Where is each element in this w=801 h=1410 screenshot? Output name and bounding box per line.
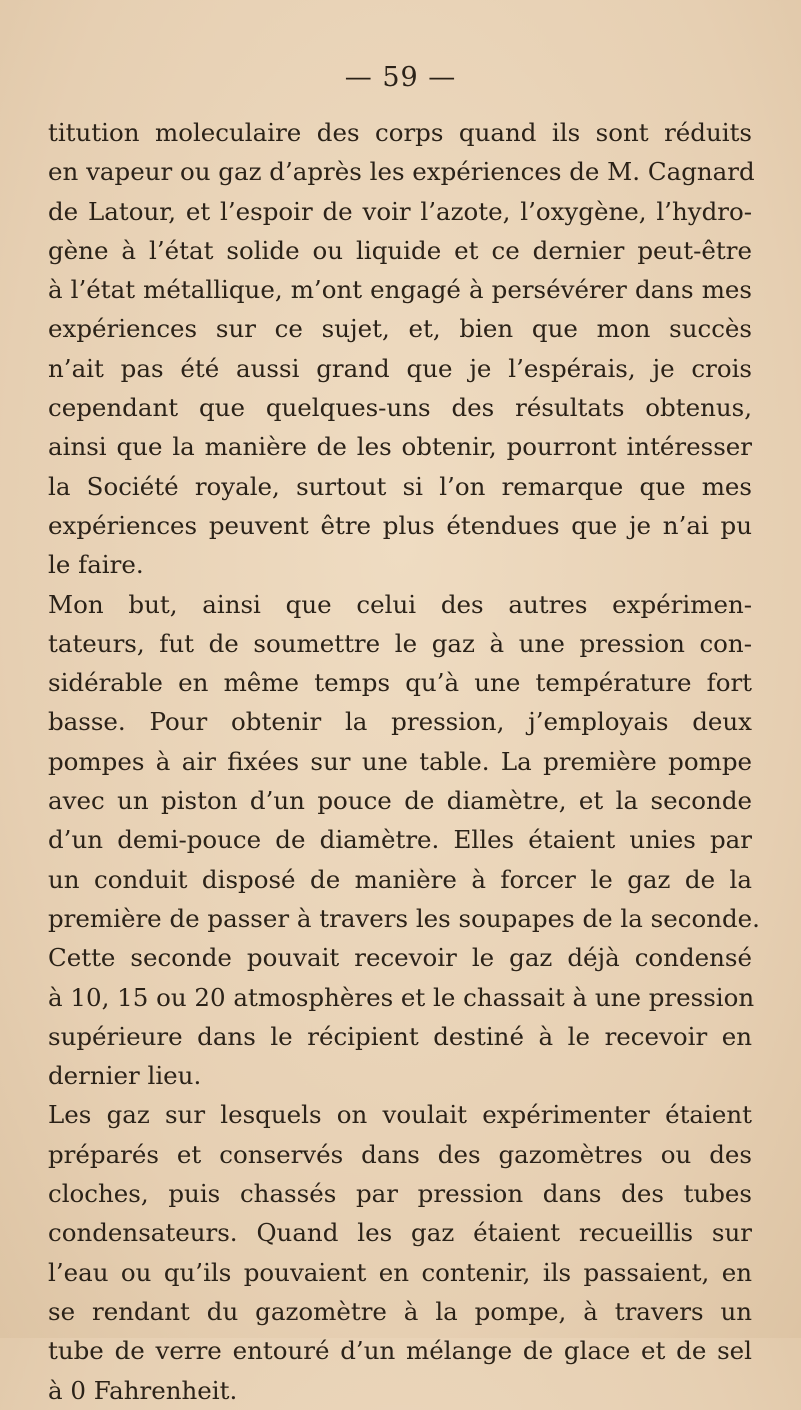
text-line: la Société royale, surtout si l’on remarque que mes [48, 471, 752, 501]
text-line: basse. Pour obtenir la pression, j’employais deux [48, 707, 752, 737]
text-line: condensateurs. Quand les gaz étaient recueillis sur [48, 1218, 752, 1248]
text-line: première de passer à travers les soupapes de la seconde. [48, 903, 760, 933]
text-line: Cette seconde pouvait recevoir le gaz déjà condensé [48, 943, 752, 973]
text-line: l’eau ou qu’ils pouvaient en contenir, ils passaient, en [48, 1257, 752, 1287]
text-line: cloches, puis chassés par pression dans des tubes [48, 1179, 752, 1209]
text-line: à l’état métallique, m’ont engagé à persévérer dans mes [48, 275, 752, 305]
page-number: — 59 — [344, 62, 457, 93]
text-line: titution moleculaire des corps quand ils sont réduits [48, 118, 752, 147]
text-line: sidérable en même temps qu’à une température fort [48, 668, 752, 698]
text-line: préparés et conservés dans des gazomètres ou des [48, 1139, 752, 1169]
paragraph-1 [48, 113, 755, 585]
paragraph-2 [48, 585, 760, 1096]
text-line: dernier lieu. [48, 1061, 202, 1091]
text-line: expériences sur ce sujet, et, bien que mon succès [48, 314, 752, 344]
text-line: ainsi que la manière de les obtenir, pourront intéresser [48, 432, 752, 462]
text-line: Les gaz sur lesquels on voulait expérimenter étaient [48, 1100, 752, 1130]
text-line: d’un demi-pouce de diamètre. Elles étaient unies par [48, 825, 752, 855]
text-line: de Latour, et l’espoir de voir l’azote, l’oxygène, l’hydro- [48, 196, 752, 226]
text-line: expériences peuvent être plus étendues que je n’ai pu [48, 510, 752, 540]
text-line: en vapeur ou gaz d’après les expériences de M. Cagnard [48, 157, 755, 187]
text-line: avec un piston d’un pouce de diamètre, et la seconde [48, 786, 752, 816]
text-line: à 0 Fahrenheit. [48, 1375, 238, 1405]
text-line: tube de verre entouré d’un mélange de glace et de sel [48, 1336, 752, 1366]
text-line: pompes à air fixées sur une table. La première pompe [48, 746, 752, 776]
text-line: le faire. [48, 550, 144, 580]
paragraph-3 [48, 1095, 752, 1409]
body-text [48, 113, 760, 1410]
text-line: n’ait pas été aussi grand que je l’espérais, je crois [48, 353, 752, 383]
text-line: un conduit disposé de manière à forcer le gaz de la [48, 864, 752, 894]
text-line: tateurs, fut de soumettre le gaz à une pression con- [48, 628, 752, 658]
text-line: supérieure dans le récipient destiné à le recevoir en [48, 1021, 752, 1051]
text-line: se rendant du gazomètre à la pompe, à travers un [48, 1296, 752, 1326]
text-line: Mon but, ainsi que celui des autres expérimen- [48, 589, 752, 619]
text-line: à 10, 15 ou 20 atmosphères et le chassait à une pression [48, 982, 755, 1012]
text-line: cependant que quelques-uns des résultats obtenus, [48, 393, 752, 423]
text-line: gène à l’état solide ou liquide et ce dernier peut-être [48, 235, 752, 265]
